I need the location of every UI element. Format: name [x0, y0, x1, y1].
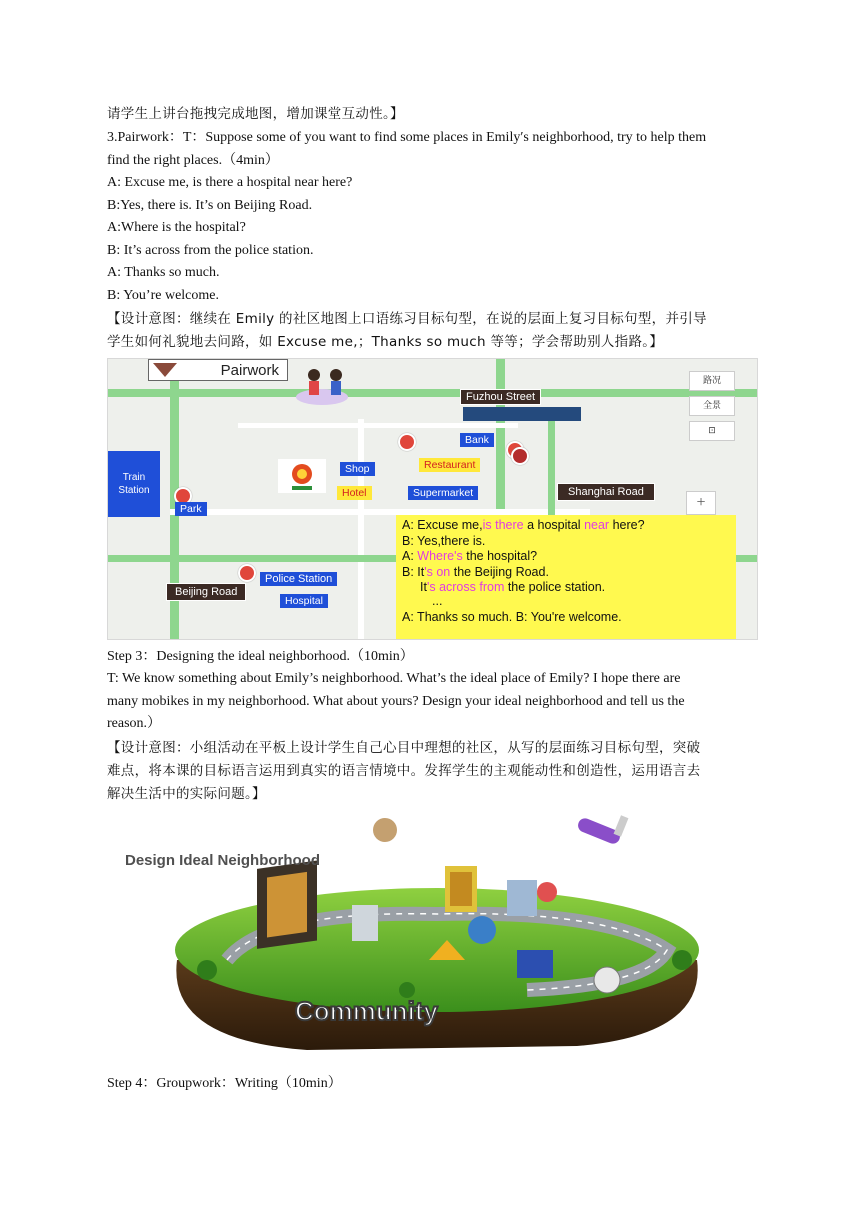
design-intent: 难点，将本课的目标语言运用到真实的语言情境中。发挥学生的主观能动性和创造性，运用语言去: [107, 763, 701, 779]
community-title: Design Ideal Neighborhood: [125, 852, 321, 869]
design-intent: 【设计意图：小组活动在平板上设计学生自己心目中理想的社区，从写的层面练习目标句型，突破: [107, 740, 701, 756]
label-train-station: Train Station: [108, 451, 160, 517]
students-illustration: [294, 365, 358, 407]
location-pin-icon: [511, 447, 529, 465]
map-toggle: ⊡: [689, 421, 735, 441]
dialog-line: A: Thanks so much.: [107, 265, 220, 280]
traffic-toggle: 路况: [689, 371, 735, 391]
design-intent: 解决生活中的实际问题。】: [107, 786, 266, 802]
label-hotel: Hotel: [337, 486, 372, 500]
community-illustration: [107, 810, 755, 1062]
text-line: 3.Pairwork：T：Suppose some of you want to find some places in Emily′s neighborhood, try to help them: [107, 130, 707, 145]
dialog-line: B:Yes, there is. It’s on Beijing Road.: [107, 198, 313, 213]
location-pin-icon: [398, 433, 416, 451]
dialog-line: B: It’s across from the police station.: [107, 243, 314, 258]
banner-arrow-icon: [153, 363, 177, 377]
text-line: find the right places.（4min）: [107, 153, 279, 168]
neighborhood-map-image: [107, 358, 758, 640]
community-word: Community: [295, 996, 438, 1026]
label-fuzhou-street: Fuzhou Street: [460, 389, 541, 405]
label-bank: Bank: [460, 433, 494, 447]
step-heading: Step 3：Designing the ideal neighborhood.（10min）: [107, 649, 414, 664]
street-sign: [463, 407, 581, 421]
dialog-line: B: You’re welcome.: [107, 288, 219, 303]
label-shop: Shop: [340, 462, 375, 476]
text-line: reason.）: [107, 716, 162, 731]
text-line: 请学生上讲台拖拽完成地图，增加课堂互动性。】: [107, 106, 404, 122]
location-pin-icon: [238, 564, 256, 582]
label-shanghai-road: Shanghai Road: [557, 483, 655, 501]
label-restaurant: Restaurant: [419, 458, 480, 472]
pairwork-banner: Pairwork: [148, 359, 288, 381]
zoom-in-icon: +: [686, 491, 716, 515]
panorama-toggle: 全景: [689, 396, 735, 416]
text-line: many mobikes in my neighborhood. What about yours? Design your ideal neighborhood and tell us the: [107, 694, 685, 709]
school-logo-icon: [278, 459, 326, 493]
label-hospital: Hospital: [280, 594, 328, 608]
design-intent: 【设计意图：继续在 Emily 的社区地图上口语练习目标句型，在说的层面上复习目标句型，并引导: [107, 311, 707, 327]
step-heading: Step 4：Groupwork：Writing（10min）: [107, 1076, 342, 1091]
design-intent: 学生如何礼貌地去问路，如 Excuse me,；Thanks so much 等等；学会帮助别人指路。】: [107, 334, 664, 350]
dialog-line: A: Excuse me, is there a hospital near here?: [107, 175, 353, 190]
label-park: Park: [175, 502, 207, 516]
label-police-station: Police Station: [260, 572, 337, 586]
dialog-box: A: Excuse me,is there a hospital near here? B: Yes,there is. A: Where's the hospital? B: It's on the Beijing Road. It's across from the police station. ... A: Thanks so much. B: You're welcome.: [396, 515, 736, 639]
text-line: T: We know something about Emily’s neighborhood. What’s the ideal place of Emily? I hope there are: [107, 671, 681, 686]
label-beijing-road: Beijing Road: [166, 583, 246, 601]
dialog-line: A:Where is the hospital?: [107, 220, 246, 235]
label-supermarket: Supermarket: [408, 486, 478, 500]
